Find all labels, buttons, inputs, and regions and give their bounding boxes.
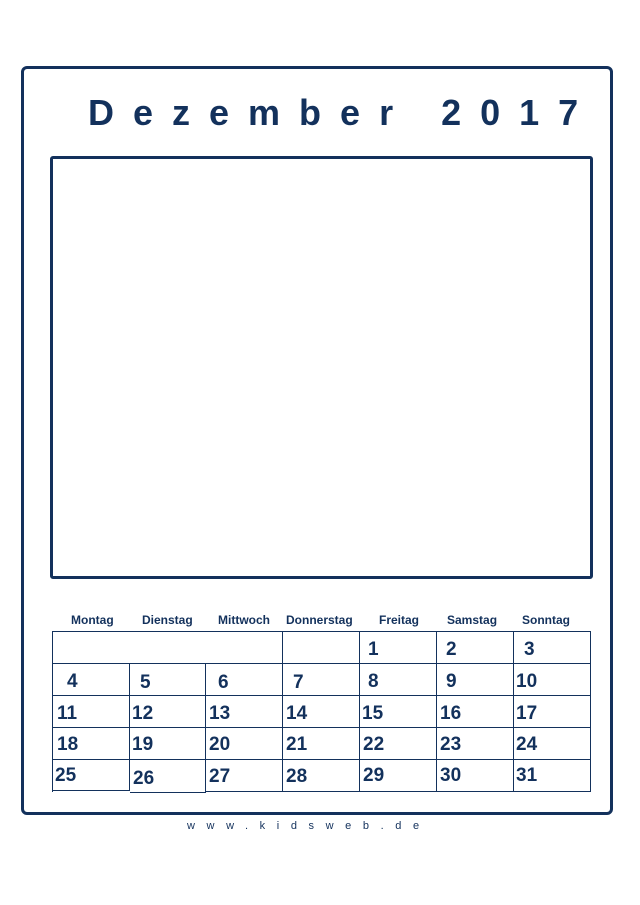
calendar-cell — [514, 664, 591, 696]
day-number: 16 — [440, 703, 462, 724]
day-number: 26 — [133, 768, 155, 789]
day-number: 24 — [516, 734, 538, 755]
day-number: 19 — [132, 734, 154, 755]
weekday-thursday: Donnerstag — [286, 613, 353, 627]
calendar-cell — [130, 728, 206, 760]
calendar-grid — [52, 631, 591, 792]
day-number: 6 — [218, 672, 229, 693]
calendar-cell — [130, 696, 206, 728]
calendar-cell — [360, 632, 437, 664]
calendar-cell — [360, 664, 437, 696]
day-number: 7 — [293, 672, 304, 693]
calendar-cell — [130, 664, 206, 696]
calendar-cell — [53, 664, 130, 696]
calendar-cell — [206, 728, 283, 760]
day-number: 11 — [57, 703, 78, 724]
calendar-cell — [130, 760, 206, 793]
calendar-cell — [514, 632, 591, 664]
calendar-cell — [53, 696, 130, 728]
calendar-cell — [437, 728, 514, 760]
calendar-cell — [283, 696, 360, 728]
day-number: 1 — [368, 639, 379, 660]
day-number: 2 — [446, 639, 457, 660]
day-number: 28 — [286, 766, 308, 787]
calendar-cell — [360, 728, 437, 760]
calendar-cell — [360, 696, 437, 728]
calendar-cell — [206, 664, 283, 696]
calendar-cell — [53, 728, 130, 760]
day-number: 27 — [209, 766, 231, 787]
day-number: 3 — [524, 639, 535, 660]
calendar-cell — [437, 664, 514, 696]
day-number: 25 — [55, 765, 77, 786]
day-number: 12 — [132, 703, 154, 724]
day-number: 17 — [516, 703, 538, 724]
day-number: 29 — [363, 765, 385, 786]
calendar-cell — [514, 760, 591, 792]
weekday-saturday: Samstag — [447, 613, 498, 627]
weekday-sunday: Sonntag — [522, 613, 570, 627]
calendar-cell — [283, 760, 360, 792]
day-number: 18 — [57, 734, 79, 755]
calendar-cell — [53, 760, 130, 791]
day-number: 23 — [440, 734, 462, 755]
day-number: 22 — [363, 734, 385, 755]
weekday-tuesday: Dienstag — [142, 613, 193, 627]
calendar-cell — [514, 728, 591, 760]
day-number: 10 — [516, 671, 538, 692]
calendar-cell — [360, 760, 437, 792]
weekday-monday: Montag — [71, 613, 114, 627]
day-number: 5 — [140, 672, 151, 693]
calendar-cell — [283, 728, 360, 760]
day-number: 4 — [67, 671, 78, 692]
calendar-cell-empty — [283, 632, 360, 664]
calendar-cell — [283, 664, 360, 696]
photo-frame — [50, 156, 593, 579]
day-number: 15 — [362, 703, 384, 724]
weekday-friday: Freitag — [379, 613, 420, 627]
day-number: 14 — [286, 703, 308, 724]
day-number: 30 — [440, 765, 462, 786]
calendar-cell — [437, 760, 514, 792]
calendar-cell — [437, 696, 514, 728]
calendar-cell — [514, 696, 591, 728]
day-number: 8 — [368, 671, 379, 692]
calendar-cell — [206, 760, 283, 792]
day-number: 13 — [209, 703, 231, 724]
calendar-title: Dezember 2017 — [88, 92, 598, 133]
day-number: 21 — [286, 734, 308, 755]
day-number: 9 — [446, 671, 457, 692]
day-number: 20 — [209, 734, 231, 755]
weekday-wednesday: Mittwoch — [218, 613, 270, 627]
calendar-cell — [437, 632, 514, 664]
calendar-cell — [206, 696, 283, 728]
day-number: 31 — [516, 765, 538, 786]
calendar-cell-empty-span — [53, 632, 283, 664]
footer-url: www.kidsweb.de — [187, 820, 431, 832]
